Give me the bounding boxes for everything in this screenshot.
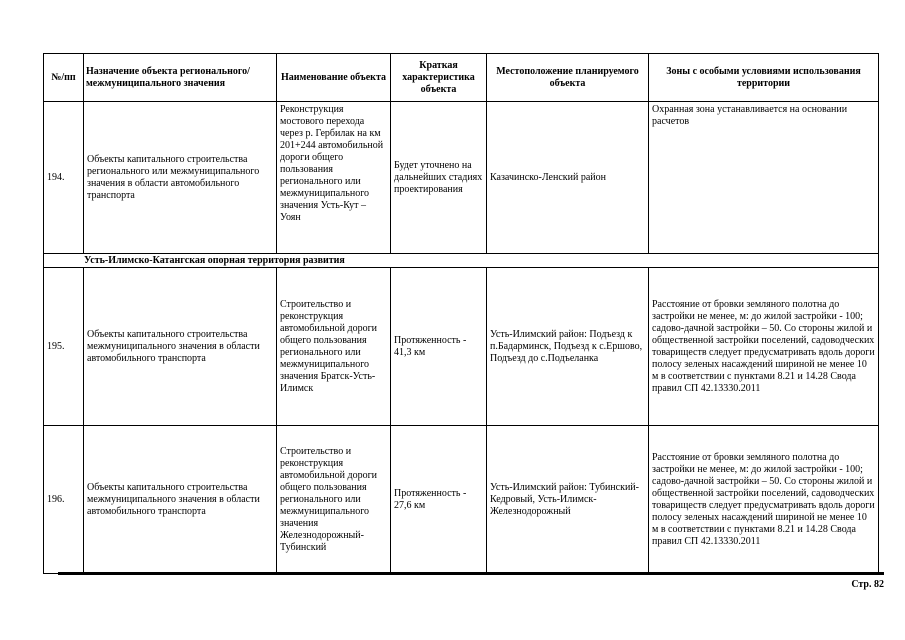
row-purpose: Объекты капитального строительства межмуниципального значения в области автомобильного транспорта xyxy=(84,426,277,574)
header-location: Местоположение планируемого объекта xyxy=(487,54,649,102)
table-row xyxy=(44,268,879,426)
row-characteristics: Протяженность - 41,3 км xyxy=(391,268,487,426)
row-name: Строительство и реконструкция автомобильной дороги общего пользования регионального или межмуниципального значения Железнодорожный-Тубинский xyxy=(277,426,391,574)
row-name: Реконструкция мостового перехода через р. Гербилак на км 201+244 автомобильной дороги общего пользования регионального или межмуниципального значения Усть-Кут – Уоян xyxy=(277,102,391,254)
row-location: Казачинско-Ленский район xyxy=(487,102,649,254)
row-num: 194. xyxy=(44,102,84,254)
row-purpose: Объекты капитального строительства межмуниципального значения в области автомобильного транспорта xyxy=(84,268,277,426)
planned-objects-table xyxy=(43,53,879,574)
header-characteristics: Краткая характеристика объекта xyxy=(391,54,487,102)
row-zones: Расстояние от бровки земляного полотна до застройки не менее, м: до жилой застройки - 100; садово-дачной застройки – 50. Со стороны жилой и общественной застройки поселений, садоводческих товариществ следует предусматривать вдоль дороги полосу зеленых насаждений шириной не менее 10 м в соответствии с пунктами 8.21 и 14.28 Свода правил СП 42.13330.2011 xyxy=(649,268,879,426)
row-num: 196. xyxy=(44,426,84,574)
row-name: Строительство и реконструкция автомобильной дороги общего пользования регионального или межмуниципального значения Братск-Усть-Илимск xyxy=(277,268,391,426)
row-purpose: Объекты капитального строительства регионального или межмуниципального значения в области автомобильного транспорта xyxy=(84,102,277,254)
table-row xyxy=(44,426,879,574)
section-row xyxy=(44,254,879,268)
row-characteristics: Протяженность - 27,6 км xyxy=(391,426,487,574)
header-num: №/пп xyxy=(44,54,84,102)
row-zones: Расстояние от бровки земляного полотна до застройки не менее, м: до жилой застройки - 100; садово-дачной застройки – 50. Со стороны жилой и общественной застройки поселений, садоводческих товариществ следует предусматривать вдоль дороги полосу зеленых насаждений шириной не менее 10 м в соответствии с пунктами 8.21 и 14.28 Свода правил СП 42.13330.2011 xyxy=(649,426,879,574)
table-header-row xyxy=(44,54,879,102)
header-name: Наименование объекта xyxy=(277,54,391,102)
row-zones: Охранная зона устанавливается на основании расчетов xyxy=(649,102,879,254)
page-number: Стр. 82 xyxy=(851,579,884,590)
row-location: Усть-Илимский район: Тубинский-Кедровый, Усть-Илимск-Железнодорожный xyxy=(487,426,649,574)
row-location: Усть-Илимский район: Подъезд к п.Бадарминск, Подъезд к с.Ершово, Подъезд до с.Подъеланка xyxy=(487,268,649,426)
section-title: Усть-Илимско-Катангская опорная территория развития xyxy=(44,254,879,268)
header-purpose: Назначение объекта регионального/ межмуниципального значения xyxy=(84,54,277,102)
footer-rule xyxy=(58,572,884,575)
table-row xyxy=(44,102,879,254)
row-characteristics: Будет уточнено на дальнейших стадиях проектирования xyxy=(391,102,487,254)
row-num: 195. xyxy=(44,268,84,426)
header-zones: Зоны с особыми условиями использования территории xyxy=(649,54,879,102)
